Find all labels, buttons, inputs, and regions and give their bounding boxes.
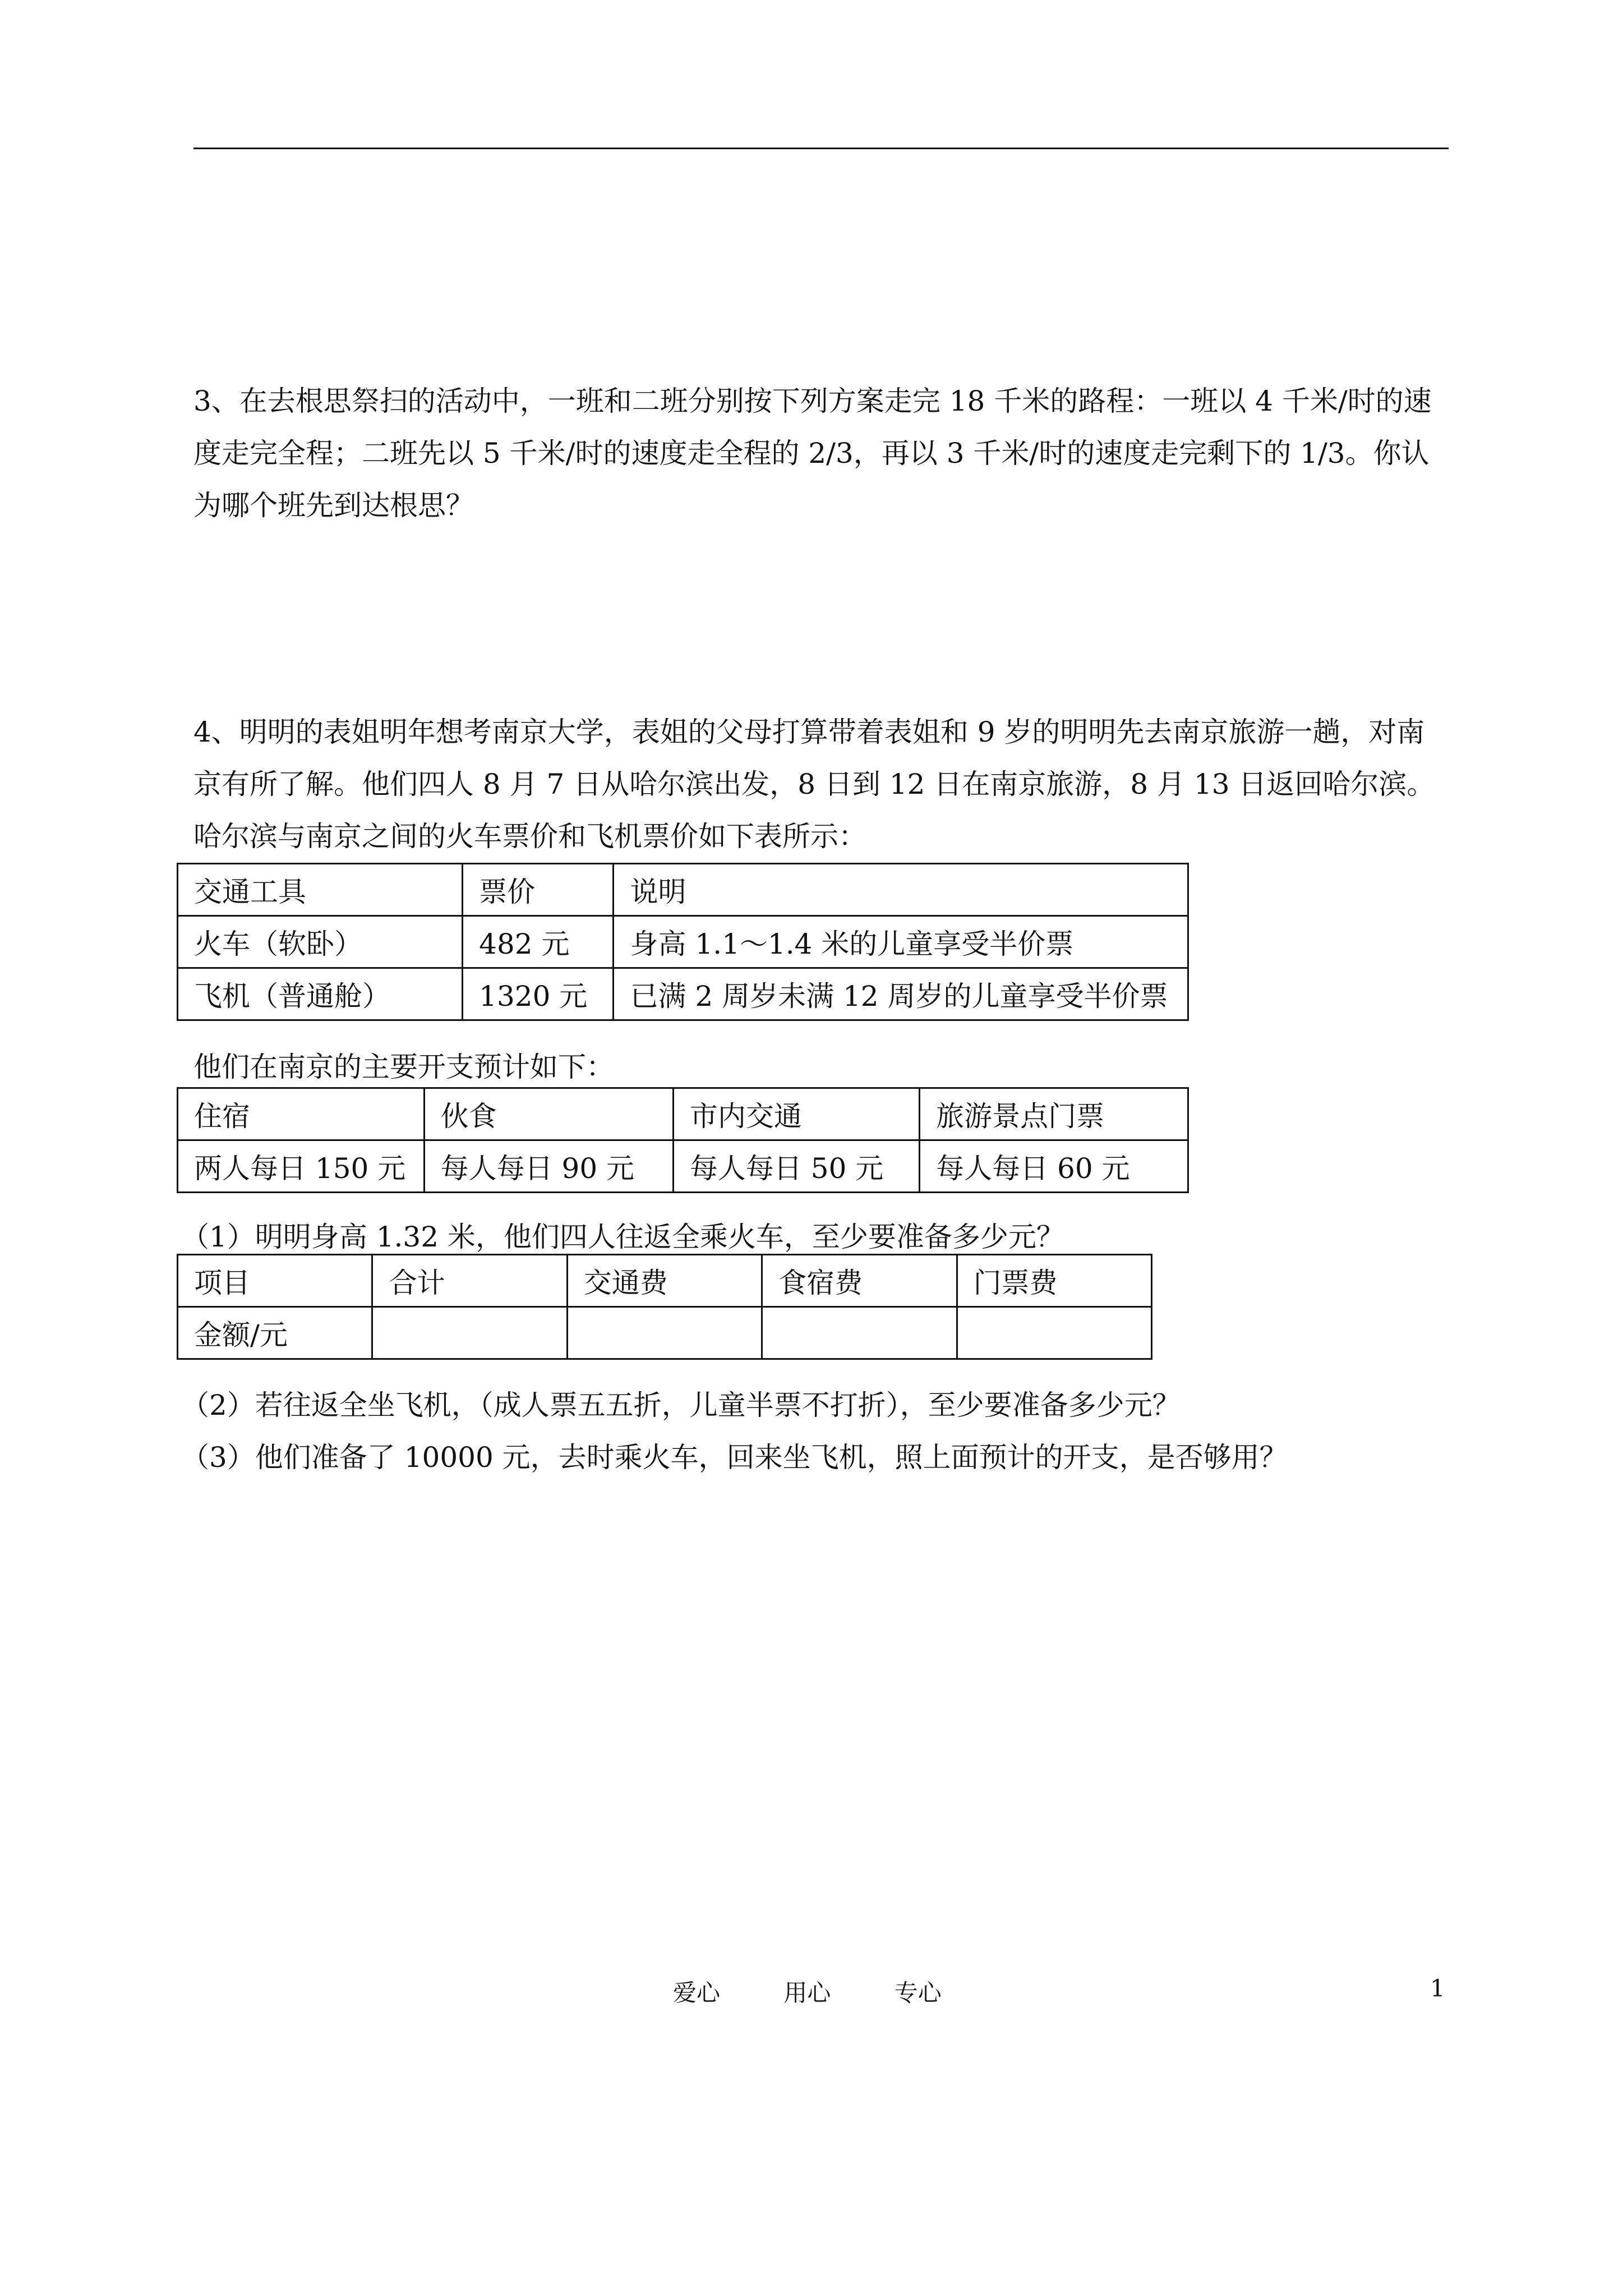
table-cell: 每人每日 50 元 [673, 1140, 919, 1193]
page-number: 1 [1430, 1975, 1445, 2002]
answer-table [177, 1254, 1152, 1360]
table-row-label: 金额/元 [178, 1307, 372, 1359]
table-header: 伙食 [424, 1088, 673, 1140]
table-header: 交通工具 [178, 864, 463, 916]
table-cell: 每人每日 90 元 [424, 1140, 673, 1193]
problem-4-line-2: 京有所了解。他们四人 8 月 7 日从哈尔滨出发，8 日到 12 日在南京旅游，8 月 13 日返回哈尔滨。 [193, 768, 1435, 800]
table-header: 食宿费 [762, 1255, 957, 1307]
table-row [178, 968, 1188, 1020]
table-row [178, 1140, 1188, 1193]
table-header: 说明 [614, 864, 1188, 916]
table-cell: 两人每日 150 元 [178, 1140, 425, 1193]
question-2: （2）若往返全坐飞机，（成人票五五折，儿童半票不打折），至少要准备多少元？ [181, 1389, 1181, 1421]
table-header: 合计 [372, 1255, 567, 1307]
footer-motto: 专心 [894, 1979, 942, 2007]
price-table-intro: 哈尔滨与南京之间的火车票价和飞机票价如下表所示： [193, 820, 866, 853]
table-cell: 每人每日 60 元 [920, 1140, 1188, 1193]
question-3: （3）他们准备了 10000 元，去时乘火车，回来坐飞机，照上面预计的开支，是否够用？ [181, 1441, 1288, 1474]
table-cell: 1320 元 [463, 968, 614, 1020]
expense-table [177, 1087, 1189, 1193]
expense-table-intro: 他们在南京的主要开支预计如下： [193, 1051, 614, 1083]
table-cell: 身高 1.1～1.4 米的儿童享受半价票 [614, 916, 1188, 968]
table-header: 门票费 [957, 1255, 1151, 1307]
answer-cell-tickets[interactable] [957, 1307, 1151, 1359]
question-1: （1）明明身高 1.32 米，他们四人往返全乘火车，至少要准备多少元？ [181, 1221, 1064, 1253]
table-cell: 已满 2 周岁未满 12 周岁的儿童享受半价票 [614, 968, 1188, 1020]
table-header: 项目 [178, 1255, 372, 1307]
footer-motto: 用心 [783, 1979, 831, 2007]
problem-4-line-1: 4、明明的表姐明年想考南京大学，表姐的父母打算带着表姐和 9 岁的明明先去南京旅游一趟，对南 [193, 716, 1425, 748]
table-header: 交通费 [567, 1255, 762, 1307]
footer-mottos [673, 1975, 998, 2008]
table-row [178, 1307, 1152, 1359]
problem-3-line-2: 度走完全程；二班先以 5 千米/时的速度走全程的 2/3，再以 3 千米/时的速度走完剩下的 1/3。你认 [193, 437, 1430, 470]
table-header: 住宿 [178, 1088, 425, 1140]
problem-3-line-1: 3、在去根思祭扫的活动中，一班和二班分别按下列方案走完 18 千米的路程：一班以 4 千米/时的速 [193, 385, 1432, 417]
table-cell: 飞机（普通舱） [178, 968, 463, 1020]
price-table [177, 863, 1189, 1021]
table-header: 票价 [463, 864, 614, 916]
answer-cell-food-lodging[interactable] [762, 1307, 957, 1359]
table-row [178, 1088, 1188, 1140]
table-header: 旅游景点门票 [920, 1088, 1188, 1140]
table-row [178, 916, 1188, 968]
table-cell: 482 元 [463, 916, 614, 968]
table-row [178, 1255, 1152, 1307]
table-row [178, 864, 1188, 916]
table-cell: 火车（软卧） [178, 916, 463, 968]
answer-cell-transport[interactable] [567, 1307, 762, 1359]
footer-motto: 爱心 [673, 1979, 721, 2007]
table-header: 市内交通 [673, 1088, 919, 1140]
header-rule [193, 148, 1449, 149]
problem-3-line-3: 为哪个班先到达根思？ [193, 489, 474, 522]
answer-cell-total[interactable] [372, 1307, 567, 1359]
